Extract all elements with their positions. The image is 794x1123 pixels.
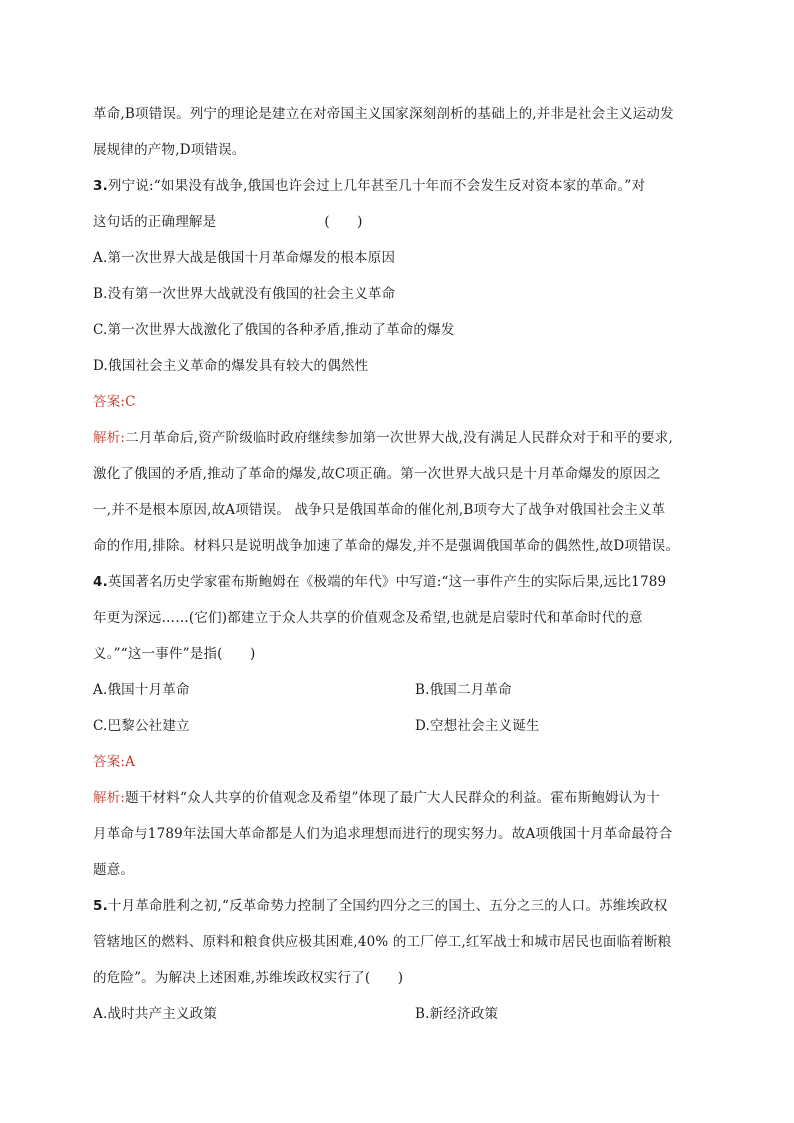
answer-label: 答案: [93,754,126,770]
option-c: C.第一次世界大战激化了俄国的各种矛盾,推动了革命的爆发 [93,322,455,338]
answer-line [93,752,135,772]
question-5-stem [93,896,668,916]
option-row [93,716,540,736]
question-3-stem [93,176,645,196]
question-5-stem-cont: 的危险”。为解决上述困难,苏维埃政权实行了( ) [93,970,404,986]
answer-paren: ( ) [324,214,363,230]
option-b: B.没有第一次世界大战就没有俄国的社会主义革命 [93,286,396,302]
question-4-stem-cont: 义。”“这一事件”是指( ) [93,646,256,662]
analysis-line [93,788,660,808]
question-4-stem [93,572,666,592]
option-row [93,1004,499,1024]
question-text: 十月革命胜利之初,“反革命势力控制了全国约四分之三的国土、五分之三的人口。苏维埃政权 [107,898,668,914]
answer-line [93,392,136,412]
text-line: 展规律的产物,D项错误。 [93,142,246,158]
analysis-line: 一,并不是根本原因,故A项错误。 战争只是俄国革命的催化剂,B项夸大了战争对俄国社会主义革 [93,502,666,518]
question-3-stem-cont [93,212,363,232]
option-d: D.俄国社会主义革命的爆发具有较大的偶然性 [93,358,369,374]
answer-label: 答案: [93,394,126,410]
option-row [93,680,512,700]
option-d: D.空想社会主义诞生 [415,718,540,734]
analysis-line: 题意。 [93,862,135,878]
question-text: 英国著名历史学家霍布斯鲍姆在《极端的年代》中写道:“这一事件产生的实际后果,远比1789 [107,574,667,590]
option-b: B.俄国二月革命 [415,682,512,698]
answer-value: C [125,394,136,410]
analysis-line: 命的作用,排除。材料只是说明战争加速了革命的爆发,并不是强调俄国革命的偶然性,故D项错误。 [93,538,680,554]
text-line: 革命,B项错误。列宁的理论是建立在对帝国主义国家深刻剖析的基础上的,并非是社会主义运动发 [93,106,674,122]
analysis-label: 解析: [93,790,126,806]
question-number: 3. [93,178,108,194]
answer-value: A [125,754,136,770]
option-a: A.俄国十月革命 [93,682,190,698]
option-c: C.巴黎公社建立 [93,718,190,734]
option-b: B.新经济政策 [415,1006,499,1022]
analysis-line: 月革命与1789年法国大革命都是人们为追求理想而进行的现实努力。故A项俄国十月革命最符合 [93,826,673,842]
option-a: A.第一次世界大战是俄国十月革命爆发的根本原因 [93,250,396,266]
analysis-line: 激化了俄国的矛盾,推动了革命的爆发,故C项正确。第一次世界大战只是十月革命爆发的原因之 [93,466,661,482]
question-number: 4. [93,574,108,590]
question-5-stem-cont: 管辖地区的燃料、原料和粮食供应极其困难,40% 的工厂停工,红军战士和城市居民也面临着断粮 [93,934,672,950]
analysis-text: 题干材料“众人共享的价值观念及希望”体现了最广大人民群众的利益。霍布斯鲍姆认为十 [125,790,660,806]
analysis-line [93,428,673,448]
option-a: A.战时共产主义政策 [93,1006,218,1022]
question-number: 5. [93,898,108,914]
analysis-text: 二月革命后,资产阶级临时政府继续参加第一次世界大战,没有满足人民群众对于和平的要求, [125,430,673,446]
question-4-stem-cont: 年更为深远……(它们)都建立于众人共享的价值观念及希望,也就是启蒙时代和革命时代的意 [93,610,643,626]
question-text: 列宁说:“如果没有战争,俄国也许会过上几年甚至几十年而不会发生反对资本家的革命。”对 [107,178,646,194]
question-text: 这句话的正确理解是 [93,214,217,230]
analysis-label: 解析: [93,430,126,446]
